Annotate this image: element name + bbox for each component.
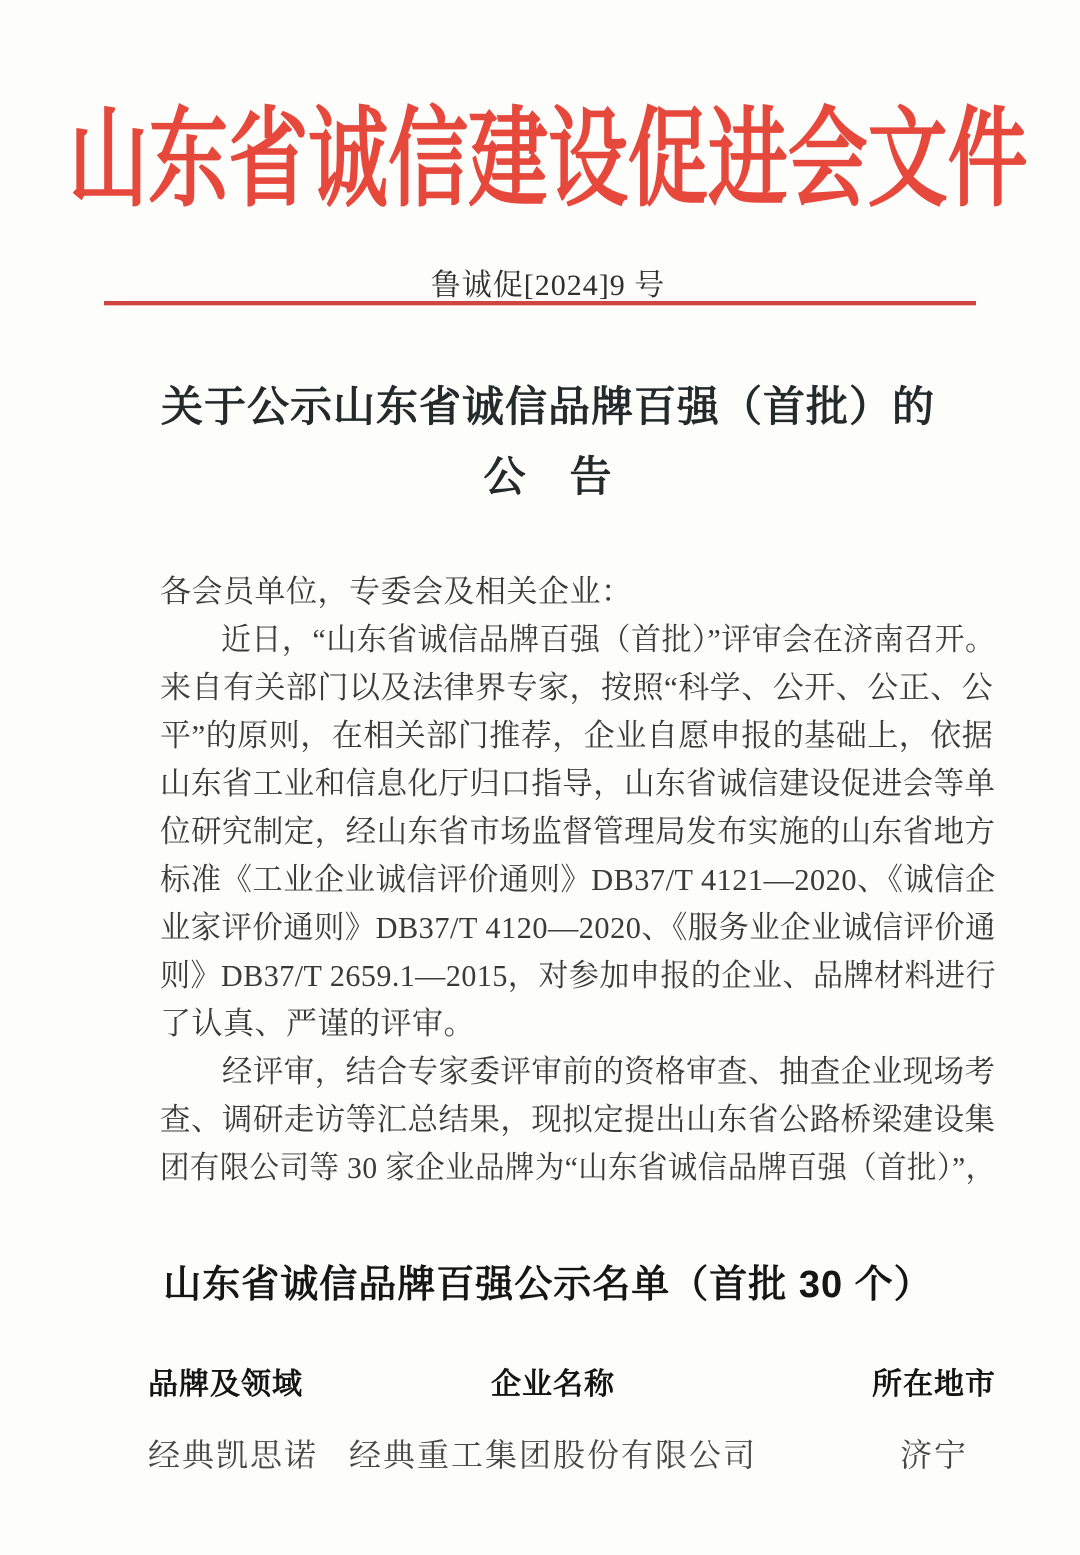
body-line: 查、调研走访等汇总结果，现拟定提出山东省公路桥梁建设集 <box>160 1102 996 1137</box>
body-line: 业家评价通则》DB37/T 4120—2020、《服务业企业诚信评价通 <box>160 910 996 945</box>
column-header-brand: 品牌及领域 <box>148 1368 303 1401</box>
body-line: 平”的原则，在相关部门推荐，企业自愿申报的基础上，依据 <box>160 718 994 753</box>
letterhead-org-title: 山东省诚信建设促进会文件 <box>68 101 1028 220</box>
body-line: 近日，“山东省诚信品牌百强（首批）”评审会在济南召开。 <box>160 622 996 657</box>
document-number: 鲁诚促[2024]9 号 <box>430 269 666 302</box>
list-title: 山东省诚信品牌百强公示名单（首批 30 个） <box>163 1263 933 1306</box>
list-title-row <box>0 1253 1080 1307</box>
body-line: 山东省工业和信息化厅归口指导，山东省诚信建设促进会等单 <box>160 766 996 801</box>
body-line: 则》DB37/T 2659.1—2015，对参加申报的企业、品牌材料进行 <box>160 958 997 993</box>
body-line: 位研究制定，经山东省市场监督管理局发布实施的山东省地方 <box>160 814 996 849</box>
document-body <box>160 568 996 1192</box>
body-line: 经评审，结合专家委评审前的资格审查、抽查企业现场考 <box>160 1054 996 1089</box>
doc-number-row <box>0 265 1080 302</box>
table-body <box>148 1435 1080 1475</box>
document-title-line2: 公 告 <box>483 455 613 501</box>
body-line: 来自有关部门以及法律界专家，按照“科学、公开、公正、公 <box>160 670 994 705</box>
table-header-row <box>148 1365 1080 1405</box>
document-title-line1: 关于公示山东省诚信品牌百强（首批）的 <box>160 385 935 431</box>
column-header-city: 所在地市 <box>872 1368 996 1401</box>
cell-city: 济宁 <box>899 1437 968 1473</box>
brand-list-table <box>0 1365 1080 1475</box>
body-line: 各会员单位，专委会及相关企业： <box>160 574 633 609</box>
body-line: 标准《工业企业诚信评价通则》DB37/T 4121—2020、《诚信企 <box>160 862 996 897</box>
column-header-company: 企业名称 <box>491 1368 615 1401</box>
body-line: 团有限公司等 30 家企业品牌为“山东省诚信品牌百强（首批）”， <box>160 1150 996 1185</box>
cell-brand: 经典凯思诺 <box>148 1437 319 1473</box>
letterhead <box>0 0 1080 220</box>
table-row <box>148 1435 1080 1475</box>
cell-company: 经典重工集团股份有限公司 <box>348 1437 757 1473</box>
document-title <box>0 380 1080 506</box>
body-line: 了认真、严谨的评审。 <box>160 1006 475 1041</box>
